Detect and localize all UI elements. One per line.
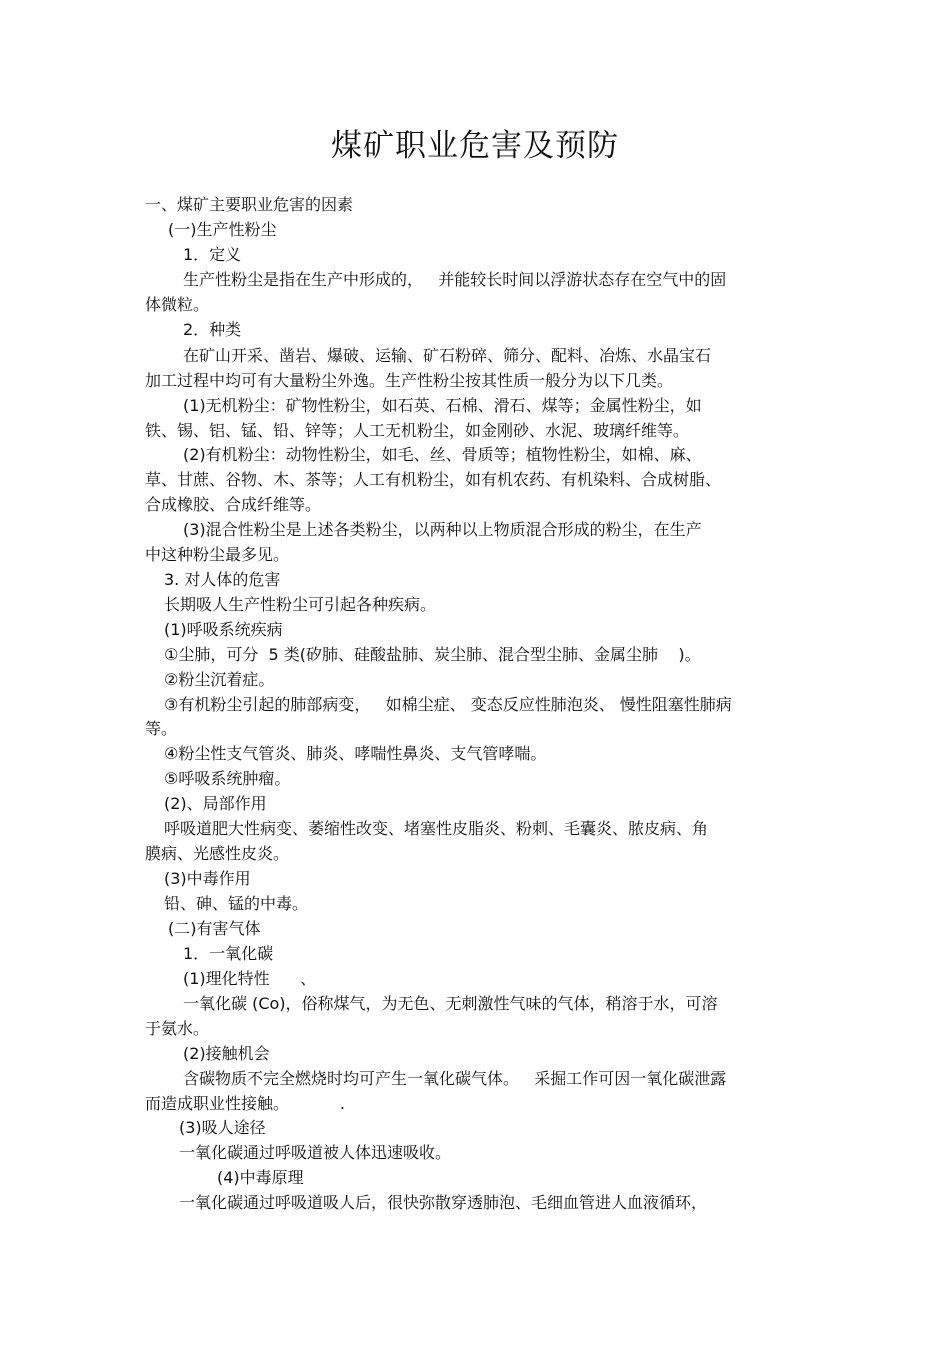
paragraph-line: 体微粒。 (145, 295, 210, 314)
paragraph-line: 一氧化碳通过呼吸道被人体迅速吸收。 (179, 1143, 452, 1162)
paragraph-line: 生产性粉尘是指在生产中形成的， 并能较长时间以浮游状态存在空气中的固 (183, 270, 727, 289)
document-title: 煤矿职业危害及预防 (331, 128, 619, 164)
subsection-heading: (二)有害气体 (168, 919, 261, 938)
item-heading: 2．种类 (183, 320, 242, 339)
item-heading: (3)吸人途径 (179, 1118, 266, 1137)
paragraph-line: 加工过程中均可有大量粉尘外逸。生产性粉尘按其性质一般分为以下几类。 (145, 371, 674, 390)
paragraph-line: 在矿山开采、凿岩、爆破、运输、矿石粉碎、筛分、配料、冶炼、水晶宝石 (183, 346, 712, 365)
list-item: ⑤呼吸系统肿瘤。 (164, 769, 291, 788)
list-item: ②粉尘沉着症。 (164, 670, 275, 689)
paragraph-line: 呼吸道肥大性病变、萎缩性改变、堵塞性皮脂炎、粉刺、毛囊炎、脓皮病、角 (164, 819, 709, 838)
paragraph-line: 铁、锡、铝、锰、铅、锌等；人工无机粉尘，如金刚砂、水泥、玻璃纤维等。 (145, 421, 690, 440)
paragraph-line: (3)混合性粉尘是上述各类粉尘，以两种以上物质混合形成的粉尘，在生产 (183, 520, 702, 539)
paragraph-line: (2)有机粉尘：动物性粉尘，如毛、丝、骨质等；植物性粉尘，如棉、麻、 (183, 445, 702, 464)
paragraph-line: 中这种粉尘最多见。 (145, 545, 290, 564)
item-heading: (2)接触机会 (183, 1044, 270, 1063)
item-heading: 3. 对人体的危害 (164, 570, 281, 589)
item-heading: 1．定义 (183, 245, 242, 264)
paragraph-line: 合成橡胶、合成纤维等。 (145, 495, 322, 514)
paragraph-line: 长期吸人生产性粉尘可引起各种疾病。 (164, 595, 437, 614)
paragraph-line: 含碳物质不完全燃烧时均可产生一氧化碳气体。 采掘工作可因一氧化碳泄露 (183, 1069, 727, 1088)
item-heading: (1)呼吸系统疾病 (164, 620, 283, 639)
paragraph-line: 于氨水。 (145, 1019, 210, 1038)
paragraph-line: 铅、砷、锰的中毒。 (164, 894, 309, 913)
item-heading: (4)中毒原理 (217, 1168, 304, 1187)
item-heading: (1)理化特性 、 (183, 969, 317, 988)
paragraph-line: 一氧化碳 (Co)，俗称煤气，为无色、无刺激性气味的气体，稍溶于水，可溶 (183, 994, 718, 1013)
item-heading: (3)中毒作用 (164, 869, 251, 888)
paragraph-line: (1)无机粉尘：矿物性粉尘，如石英、石棉、滑石、煤等；金属性粉尘，如 (183, 396, 702, 415)
list-item: 等。 (145, 719, 178, 738)
paragraph-line: 一氧化碳通过呼吸道吸人后，很快弥散穿透肺泡、毛细血管进人血液循环， (179, 1193, 708, 1212)
paragraph-line: 而造成职业性接触。 . (145, 1094, 345, 1113)
item-heading: (2)、局部作用 (164, 794, 267, 813)
paragraph-line: 草、甘蔗、谷物、木、茶等；人工有机粉尘，如有机农药、有机染料、合成树脂、 (145, 470, 722, 489)
list-item: ①尘肺，可分 5 类(矽肺、硅酸盐肺、炭尘肺、混合型尘肺、金属尘肺 )。 (164, 645, 701, 664)
list-item: ④粉尘性支气管炎、肺炎、哮喘性鼻炎、支气管哮喘。 (164, 744, 547, 763)
subsection-heading: (一)生产性粉尘 (168, 220, 277, 239)
section-heading: 一、煤矿主要职业危害的因素 (145, 195, 354, 214)
item-heading: 1．一氧化碳 (183, 944, 274, 963)
list-item: ③有机粉尘引起的肺部病变， 如棉尘症、 变态反应性肺泡炎、 慢性阻塞性肺病 (164, 695, 732, 714)
paragraph-line: 膜病、光感性皮炎。 (145, 844, 290, 863)
